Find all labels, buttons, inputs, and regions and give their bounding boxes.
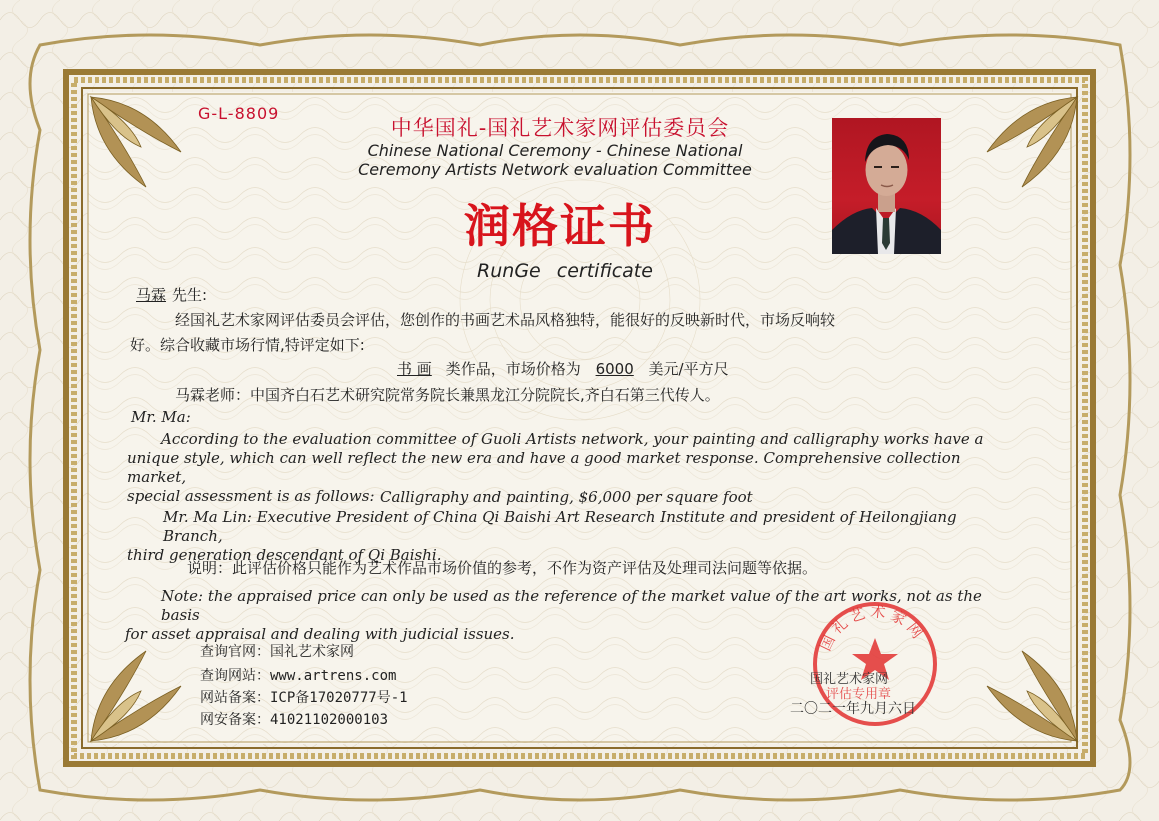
corner-ornament-top-left (86, 92, 196, 202)
corner-ornament-bottom-right (972, 636, 1082, 746)
info-website: 查询网站：www.artrens.com (200, 668, 397, 684)
category-suffix: 类作品，市场价格为 (445, 360, 581, 378)
valuation-en: Calligraphy and painting, $6,000 per square foot (380, 488, 753, 506)
recipient-portrait-photo (832, 118, 941, 254)
artist-bio-cn: 马霖老师：中国齐白石艺术研究院常务院长兼黑龙江分院院长,齐白石第三代传人。 (175, 386, 720, 404)
recipient-name: 马霖 (136, 286, 167, 304)
recipient-salutation: 先生: (172, 286, 208, 304)
organization-name-english (320, 141, 790, 179)
note-en-line-2: for asset appraisal and dealing with judicial issues. (125, 625, 515, 643)
body-en-line-2: unique style, which can well reflect the new era and have a good market response. Comprehensive collection market, (127, 449, 961, 486)
info-official-site: 查询官网：国礼艺术家网 (200, 644, 354, 660)
seal-bottom-text: 评估专用章 (826, 687, 892, 702)
info-icp: 网站备案：ICP备17020777号-1 (200, 690, 408, 706)
en-salutation: Mr. Ma: (131, 408, 191, 426)
bio-en-line-2: third generation descendant of Qi Baishi. (127, 546, 442, 564)
corner-ornament-top-right (972, 92, 1082, 202)
body-cn-line-1: 经国礼艺术家网评估委员会评估，您创作的书画艺术品风格独特，能很好的反映新时代，市场反响较 (175, 311, 836, 329)
serial-number: G-L-8809 (198, 104, 280, 123)
valuation-cn-line (383, 358, 729, 379)
artwork-category: 书 画 (397, 360, 432, 378)
body-en-line-1: According to the evaluation committee of Guoli Artists network, your painting and calligraphy works have a (161, 430, 984, 448)
seal-issuer: 国礼艺术家网 (810, 672, 889, 687)
organization-name-chinese: 中华国礼-国礼艺术家网评估委员会 (390, 116, 730, 140)
certificate-title-english: RunGe certificate (477, 260, 653, 282)
note-cn: 说明：此评估价格只能作为艺术作品市场价值的参考，不作为资产评估及处理司法问题等依据。 (187, 559, 818, 577)
org-en-line-2: Ceremony Artists Network evaluation Committee (358, 160, 752, 179)
bio-en-line-1: Mr. Ma Lin: Executive President of China Qi Baishi Art Research Institute and president of Heilongjiang Branch, (163, 508, 957, 545)
price-value: 6000 (595, 360, 634, 378)
info-security: 网安备案：41021102000103 (200, 712, 389, 728)
issue-date: 二〇二一年九月六日 (790, 701, 916, 717)
body-cn-line-2: 好。综合收藏市场行情,特评定如下: (130, 336, 365, 354)
certificate-title-chinese: 润格证书 (464, 199, 656, 253)
seal-arc-text: 国礼艺术家网 (815, 602, 929, 654)
body-en-line-3: special assessment is as follows: (127, 487, 375, 505)
org-en-line-1: Chinese National Ceremony - Chinese National (367, 141, 743, 160)
note-en-line-1: Note: the appraised price can only be used as the reference of the market value of the art works, not as the basis (161, 587, 982, 624)
price-unit: 美元/平方尺 (648, 360, 729, 378)
recipient-line (130, 284, 207, 305)
corner-ornament-bottom-left (86, 636, 196, 746)
